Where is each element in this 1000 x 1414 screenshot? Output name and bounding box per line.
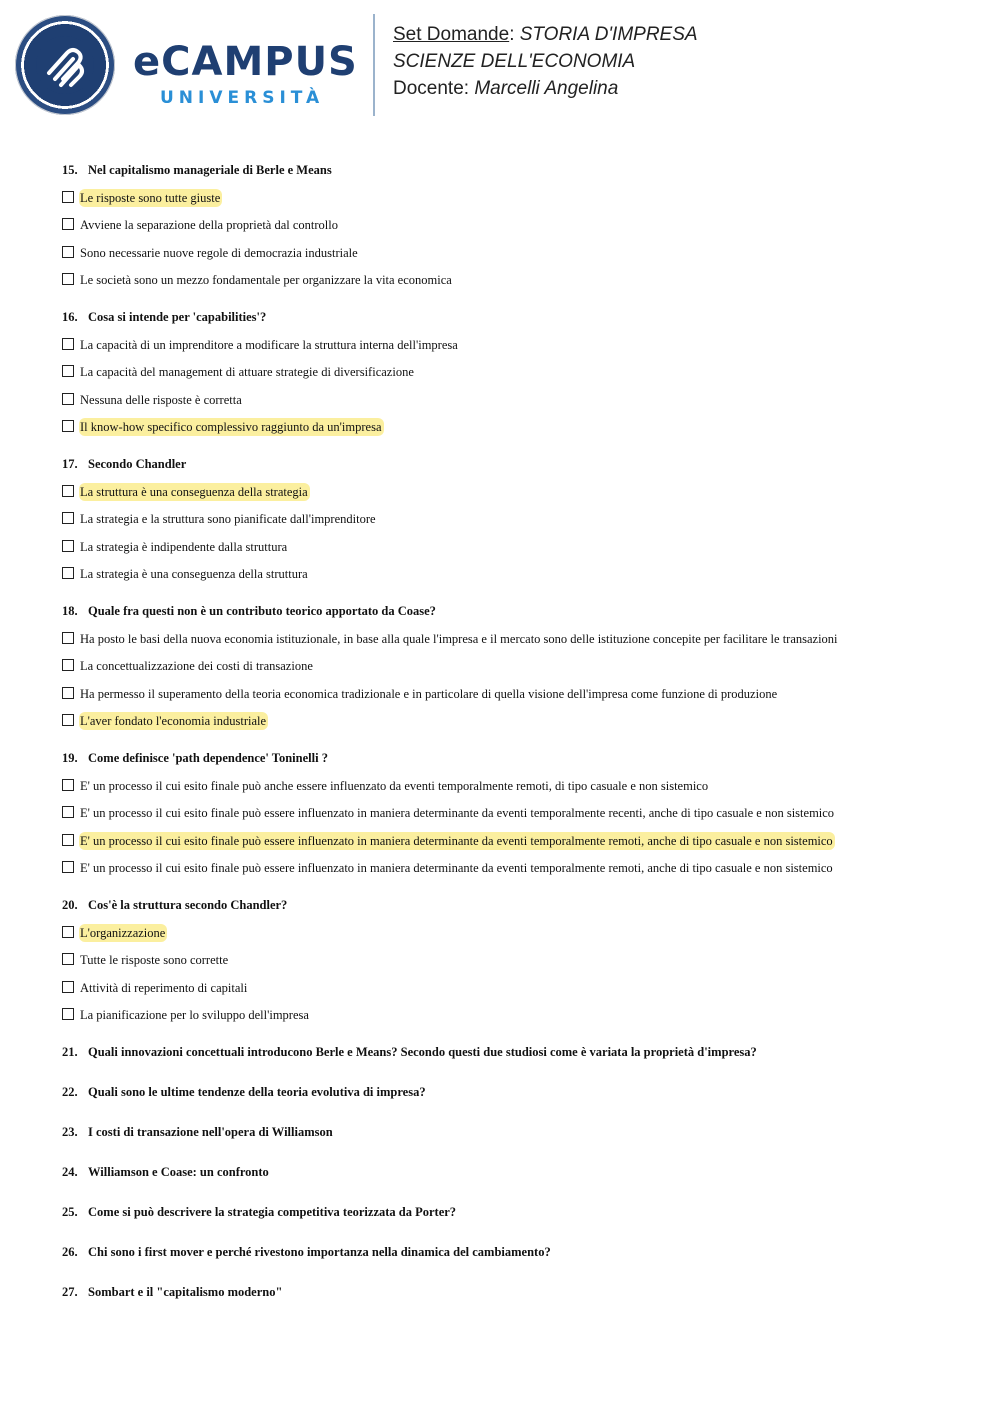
ecampus-university-label: UNIVERSITÀ <box>160 88 325 108</box>
answer-checkbox[interactable] <box>62 806 74 818</box>
answer-checkbox[interactable] <box>62 779 74 791</box>
question-number: 21. <box>62 1045 78 1059</box>
ecampus-seal-logo <box>15 15 115 115</box>
answer-text: La concettualizzazione dei costi di transazione <box>80 659 313 673</box>
open-question-26 <box>62 1243 962 1261</box>
question-number: 24. <box>62 1165 78 1179</box>
page-header <box>0 0 1000 130</box>
answer-text: Nessuna delle risposte è corretta <box>80 392 242 407</box>
question-number: 20. <box>62 898 78 912</box>
question-title <box>62 749 962 767</box>
question-number: 27. <box>62 1285 78 1299</box>
set-domande-separator: : <box>509 24 520 45</box>
answer-text-highlighted: E' un processo il cui esito finale può essere influenzato in maniera determinante da eventi temporalmente remoti, anche di tipo casuale e non sistemico <box>80 833 833 848</box>
question-text: Sombart e il "capitalismo moderno" <box>88 1285 283 1299</box>
answer-text: La capacità del management di attuare strategie di diversificazione <box>80 365 414 379</box>
answer-option[interactable] <box>62 832 962 850</box>
header-teacher-line <box>393 78 618 100</box>
answer-checkbox[interactable] <box>62 512 74 524</box>
question-text: Nel capitalismo manageriale di Berle e Means <box>88 163 332 177</box>
answer-text: Sono necessarie nuove regole di democrazia industriale <box>80 245 358 260</box>
answer-text: La strategia è una conseguenza della struttura <box>80 567 308 581</box>
answer-checkbox[interactable] <box>62 834 74 846</box>
answer-text: E' un processo il cui esito finale può essere influenzato in maniera determinante da eventi temporalmente recenti, anche di tipo casuale e non sistemico <box>80 806 835 820</box>
answer-checkbox[interactable] <box>62 953 74 965</box>
docente-label: Docente: <box>393 78 475 99</box>
question-16 <box>62 308 962 436</box>
question-title <box>62 602 962 620</box>
header-faculty-line <box>393 51 635 73</box>
answer-text-highlighted: La struttura è una conseguenza della strategia <box>80 484 308 499</box>
course-title: STORIA D'IMPRESA <box>519 24 698 45</box>
question-17 <box>62 455 962 583</box>
answer-text: E' un processo il cui esito finale può essere influenzato in maniera determinante da eventi temporalmente remoti, anche di tipo casuale e non sistemico <box>80 861 833 875</box>
open-question-25 <box>62 1203 962 1221</box>
question-title <box>62 896 962 914</box>
answer-checkbox[interactable] <box>62 246 74 258</box>
answer-option[interactable] <box>62 483 962 501</box>
answer-checkbox[interactable] <box>62 632 74 644</box>
question-number: 15. <box>62 163 78 177</box>
answer-text: Le società sono un mezzo fondamentale per organizzare la vita economica <box>80 273 452 287</box>
question-text: Williamson e Coase: un confronto <box>88 1165 269 1179</box>
question-number: 26. <box>62 1245 78 1259</box>
answer-text-highlighted: L'aver fondato l'economia industriale <box>80 714 267 728</box>
answer-option[interactable] <box>62 189 962 207</box>
answer-text-highlighted: Le risposte sono tutte giuste <box>80 190 221 205</box>
answer-checkbox[interactable] <box>62 540 74 552</box>
question-number: 16. <box>62 310 78 324</box>
answer-option[interactable] <box>62 859 962 877</box>
answer-option[interactable] <box>62 657 962 675</box>
answer-option[interactable] <box>62 712 962 730</box>
answer-checkbox[interactable] <box>62 981 74 993</box>
answer-text: La strategia è indipendente dalla struttura <box>80 539 288 554</box>
question-20 <box>62 896 962 1024</box>
answer-option[interactable] <box>62 391 962 409</box>
question-number: 22. <box>62 1085 78 1099</box>
answer-option[interactable] <box>62 363 962 381</box>
answer-option[interactable] <box>62 777 962 795</box>
answer-text: Ha posto le basi della nuova economia istituzionale, in base alla quale l'impresa e il mercato sono delle istituzione concepite per facilitare le transazioni <box>80 631 838 646</box>
open-question-22 <box>62 1083 962 1101</box>
open-question-21 <box>62 1043 962 1061</box>
question-text: Cos'è la struttura secondo Chandler? <box>88 898 288 912</box>
answer-option[interactable] <box>62 924 962 942</box>
answer-checkbox[interactable] <box>62 273 74 285</box>
open-question-27 <box>62 1283 962 1301</box>
question-text: Come si può descrivere la strategia competitiva teorizzata da Porter? <box>88 1205 457 1219</box>
answer-option[interactable] <box>62 510 962 528</box>
question-text: Come definisce 'path dependence' Toninelli ? <box>88 751 328 765</box>
answer-checkbox[interactable] <box>62 659 74 671</box>
header-course-line <box>393 24 698 46</box>
answer-option[interactable] <box>62 216 962 234</box>
question-text: Quale fra questi non è un contributo teorico apportato da Coase? <box>88 604 436 618</box>
question-text: Secondo Chandler <box>88 457 187 471</box>
answer-option[interactable] <box>62 565 962 583</box>
answer-option[interactable] <box>62 271 962 289</box>
header-divider <box>373 14 375 116</box>
answer-option[interactable] <box>62 951 962 969</box>
question-text: I costi di transazione nell'opera di Williamson <box>88 1125 333 1139</box>
question-text: Quali sono le ultime tendenze della teoria evolutiva di impresa? <box>88 1085 426 1099</box>
open-question-24 <box>62 1163 962 1181</box>
set-domande-label: Set Domande <box>393 24 510 45</box>
question-title <box>62 308 962 326</box>
question-15 <box>62 161 962 289</box>
question-19 <box>62 749 962 877</box>
answer-text: Ha permesso il superamento della teoria economica tradizionale e in particolare di quella visione dell'impresa come funzione di produzione <box>80 686 778 701</box>
answer-option[interactable] <box>62 630 962 648</box>
answer-text-highlighted: Il know-how specifico complessivo raggiunto da un'impresa <box>80 420 382 434</box>
answer-option[interactable] <box>62 336 962 354</box>
question-number: 23. <box>62 1125 78 1139</box>
answer-checkbox[interactable] <box>62 567 74 579</box>
question-list <box>62 161 962 1323</box>
answer-text: La pianificazione per lo sviluppo dell'impresa <box>80 1008 309 1022</box>
question-number: 18. <box>62 604 78 618</box>
answer-option[interactable] <box>62 418 962 436</box>
answer-text-highlighted: L'organizzazione <box>80 925 166 940</box>
answer-text: Avviene la separazione della proprietà dal controllo <box>80 218 338 232</box>
answer-option[interactable] <box>62 538 962 556</box>
question-number: 19. <box>62 751 78 765</box>
ecampus-wordmark: eCAMPUS <box>133 39 358 85</box>
question-title <box>62 455 962 473</box>
question-number: 17. <box>62 457 78 471</box>
question-text: Cosa si intende per 'capabilities'? <box>88 310 267 324</box>
answer-checkbox[interactable] <box>62 365 74 377</box>
answer-checkbox[interactable] <box>62 1008 74 1020</box>
answer-text: Attività di reperimento di capitali <box>80 980 248 995</box>
answer-checkbox[interactable] <box>62 926 74 938</box>
answer-checkbox[interactable] <box>62 420 74 432</box>
answer-option[interactable] <box>62 685 962 703</box>
question-number: 25. <box>62 1205 78 1219</box>
faculty-name: SCIENZE DELL'ECONOMIA <box>393 51 636 72</box>
answer-checkbox[interactable] <box>62 485 74 497</box>
question-text: Chi sono i first mover e perché rivestono importanza nella dinamica del cambiamento? <box>88 1245 551 1259</box>
teacher-name: Marcelli Angelina <box>474 78 619 99</box>
answer-option[interactable] <box>62 244 962 262</box>
answer-text: La capacità di un imprenditore a modificare la struttura interna dell'impresa <box>80 337 458 352</box>
answer-text: Tutte le risposte sono corrette <box>80 953 229 967</box>
answer-text: E' un processo il cui esito finale può anche essere influenzato da eventi temporalmente remoti, di tipo casuale e non sistemico <box>80 778 709 793</box>
answer-checkbox[interactable] <box>62 338 74 350</box>
answer-option[interactable] <box>62 804 962 822</box>
answer-checkbox[interactable] <box>62 191 74 203</box>
answer-option[interactable] <box>62 1006 962 1024</box>
open-question-23 <box>62 1123 962 1141</box>
question-text: Quali innovazioni concettuali introducono Berle e Means? Secondo questi due studiosi come è variata la proprietà d'impresa? <box>88 1045 757 1059</box>
answer-checkbox[interactable] <box>62 218 74 230</box>
answer-checkbox[interactable] <box>62 393 74 405</box>
question-title <box>62 161 962 179</box>
question-18 <box>62 602 962 730</box>
answer-checkbox[interactable] <box>62 687 74 699</box>
answer-checkbox[interactable] <box>62 714 74 726</box>
answer-text: La strategia e la struttura sono pianificate dall'imprenditore <box>80 512 376 526</box>
ecampus-seal-icon <box>15 15 115 115</box>
answer-checkbox[interactable] <box>62 861 74 873</box>
answer-option[interactable] <box>62 979 962 997</box>
